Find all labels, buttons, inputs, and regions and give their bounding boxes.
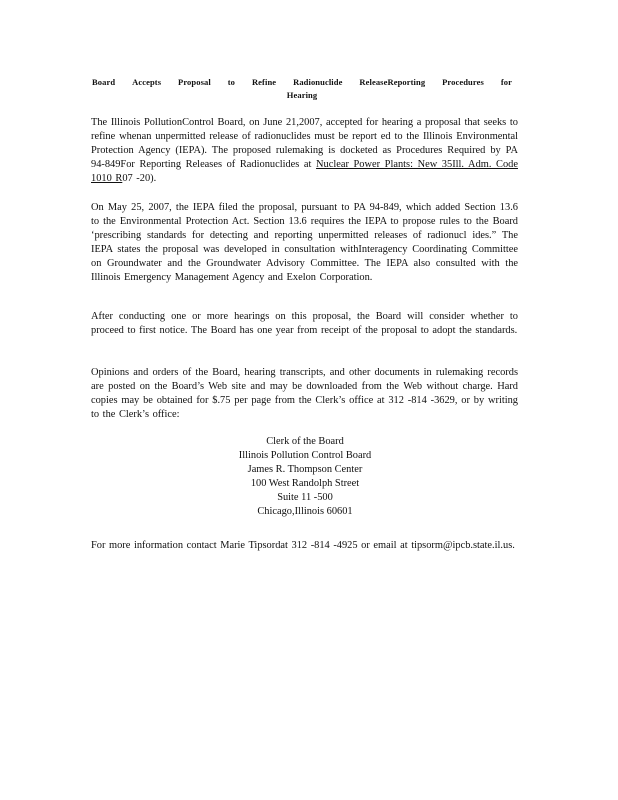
title-line-1 — [92, 76, 512, 89]
title-word: Refine — [251, 77, 277, 87]
clerk-address-block — [200, 435, 410, 519]
address-line: Chicago,Illinois 60601 — [257, 506, 353, 517]
title-word: to — [227, 77, 236, 87]
title-word: Accepts — [132, 77, 162, 87]
title-word: for — [500, 77, 512, 87]
title-word: Procedures — [442, 77, 484, 87]
paragraph-next-steps: After conducting one or more hearings on this proposal, the Board will consider whether to proceed to first notice. The Board has one year from receipt of the proposal to adopt the standards. — [91, 311, 518, 336]
title-word: Board — [92, 77, 116, 87]
address-line: Suite 11 -500 — [277, 492, 333, 503]
document-title — [92, 76, 512, 102]
docket-number-end: 07 -20). — [122, 173, 157, 184]
title-word: Radionuclide — [293, 77, 343, 87]
paragraph-intro — [91, 116, 518, 186]
paragraph-contact: For more information contact Marie Tipsordat 312 -814 -4925 or email at tipsorm@ipcb.state.il.us. — [91, 540, 515, 551]
address-line: James R. Thompson Center — [247, 464, 363, 475]
address-line: Clerk of the Board — [266, 436, 344, 447]
title-line-2: Hearing — [286, 90, 318, 100]
paragraph-records: Opinions and orders of the Board, hearing transcripts, and other documents in rulemaking records are posted on the Board’s Web site and may be downloaded from the Web without charge. Hard copies may be obtained for $.75 per page from the Clerk’s office at 312 -814 -3629, or by writing to the Clerk’s office: — [91, 367, 518, 420]
paragraph-filing: On May 25, 2007, the IEPA filed the proposal, pursuant to PA 94-849, which added Section 13.6 to the Environmental Protection Act. Section 13.6 requires the IEPA to propose rules to the Board ‘prescribing standards for detecting and reporting unpermitted releases of radionucl ides.” The IEPA states the proposal was developed in consultation withInteragency Coordinating Committee on Groundwater and the Groundwater Advisory Committee. The IEPA also consulted with the Illinois Emergency Management Agency and Exelon Corporation. — [91, 202, 518, 283]
title-word: ReleaseReporting — [359, 77, 426, 87]
paragraph-intro-text: The Illinois PollutionControl Board, on June 21,2007, accepted for hearing a proposal that seeks to refine whenan unpermitted release of radionuclides must be report ed to the Illinois Environmental Protection Agency (IEPA). The proposed rulemaking is docketed as Procedures Required by PA 94-849For Reporting Releases of Radionuclides at — [91, 117, 518, 170]
docket-title-underlined: Nuclear Power Plants: New 35Ill. Adm. Code 1010 R — [91, 159, 518, 184]
address-line: 100 West Randolph Street — [250, 478, 360, 489]
address-line: Illinois Pollution Control Board — [238, 450, 372, 461]
title-word: Proposal — [178, 77, 211, 87]
